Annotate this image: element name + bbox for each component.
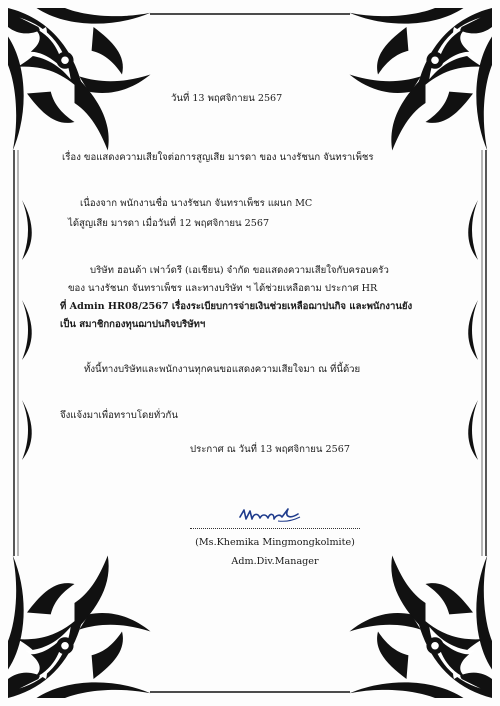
signatory-name: (Ms.Khemika Mingmongkolmite) (195, 537, 355, 548)
paragraph-1-line-1: เนื่องจาก พนักงานชื่อ นางรัชนก จันทราเพ็ชร แผนก MC (80, 198, 313, 209)
top-right-corner (350, 8, 493, 151)
paragraph-2-line-2: ของ นางรัชนก จันทราเพ็ชร และทางบริษัท ฯ ได้ช่วยเหลือตาม ประกาศ HR (68, 283, 378, 294)
signature-line (190, 528, 360, 529)
top-left-corner (8, 8, 151, 151)
subject-line: เรื่อง ขอแสดงความเสียใจต่อการสูญเสีย มารดา ของ นางรัชนก จันทราเพ็ชร (62, 152, 374, 163)
paragraph-2-line-3: ที่ Admin HR08/2567 เรื่องระเบียบการจ่ายเงินช่วยเหลือฌาปนกิจ และพนักงานยัง (60, 301, 413, 312)
signature-icon (238, 505, 302, 529)
paragraph-2-line-1: บริษัท ฮอนด้า เฟาว์ดรี (เอเชียน) จำกัด ขอแสดงความเสียใจกับครอบครัว (90, 265, 389, 276)
signatory-title: Adm.Div.Manager (231, 556, 319, 567)
paragraph-2-line-4: เป็น สมาชิกกองทุนฌาปนกิจบริษัทฯ (60, 319, 206, 330)
closing-line: จึงแจ้งมาเพื่อทราบโดยทั่วกัน (60, 410, 178, 421)
bottom-right-corner (350, 556, 493, 699)
date-line: วันที่ 13 พฤศจิกายน 2567 (171, 93, 283, 104)
bottom-left-corner (8, 556, 151, 699)
announce-date: ประกาศ ณ วันที่ 13 พฤศจิกายน 2567 (190, 444, 350, 455)
paragraph-3: ทั้งนี้ทางบริษัทและพนักงานทุกคนขอแสดงความเสียใจมา ณ ที่นี้ด้วย (84, 364, 361, 375)
paragraph-1-line-2: ได้สูญเสีย มารดา เมื่อวันที่ 12 พฤศจิกายน 2567 (68, 218, 270, 229)
